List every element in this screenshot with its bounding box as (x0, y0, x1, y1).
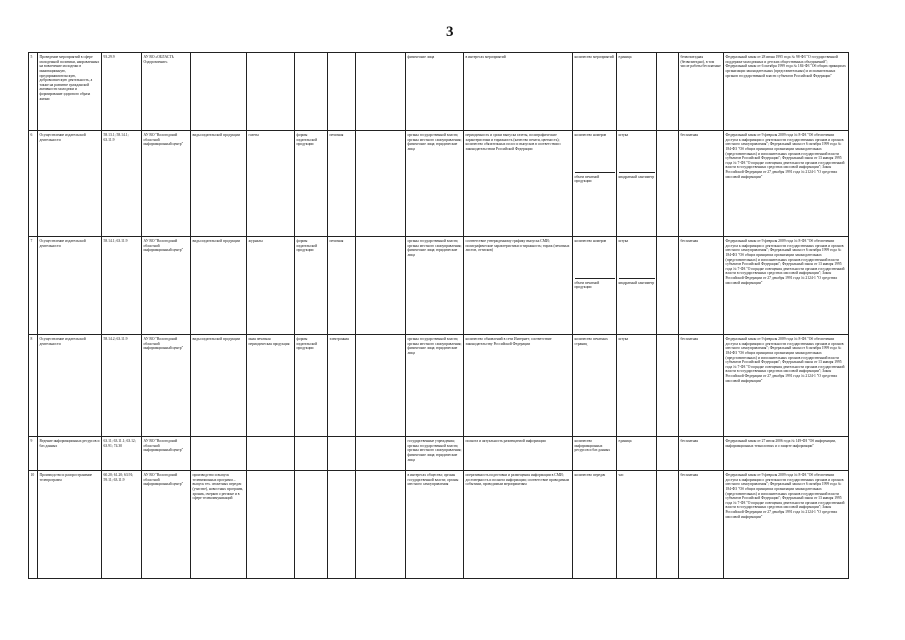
service-name-cell: Проведение мероприятий в сфере молодежной политики, направленных на вовлечение молодежи в инновационную, предпринимательскую, добровольческую деятельность, а также на развитие гражданской активности молодежи и формирование здорового образа жизни (38, 53, 102, 131)
execution-cell (328, 471, 356, 579)
consumer-category-cell: органы государственной власти; органы местного самоуправления; физические лица; юридические лица (406, 335, 464, 437)
payment-cell: бесплатная (679, 471, 724, 579)
table-row (29, 237, 849, 335)
service-name-cell: Осуществление издательской деятельности (38, 131, 102, 237)
unit-measure-cell (617, 131, 657, 237)
institution-cell: АУ ВО "Вологодский областной информационный центр" (142, 471, 191, 579)
conditions-cell (356, 437, 406, 471)
okved-codes-cell: 58.13.1; 58.14.1; 63.11.9 (102, 131, 142, 237)
provision-form-cell (295, 53, 328, 131)
provision-form-cell: формы издательской продукции (295, 237, 328, 335)
execution-cell (328, 437, 356, 471)
conditions-cell (356, 131, 406, 237)
execution-cell: электронная (328, 335, 356, 437)
unit-measure-cell: единица (617, 437, 657, 471)
content-type-cell (247, 53, 295, 131)
consumer-category-cell: государственные учреждения; органы государственной власти; органы местного самоуправления; физические лица; юридические лица (406, 437, 464, 471)
consumer-category-cell: органы государственной власти; органы местного самоуправления; физические лица; юридические лица (406, 237, 464, 335)
unit-measure-cell: час (617, 471, 657, 579)
unit-measure-cell-secondary: квадратный сантиметр (619, 278, 655, 286)
row-number-cell: 6 (29, 131, 38, 237)
content-type-cell: иная печатная периодическая продукция (247, 335, 295, 437)
service-name-cell: Осуществление издательской деятельности (38, 335, 102, 437)
content-kind-cell: виды издательской продукции (191, 131, 247, 237)
table-row (29, 471, 849, 579)
table-row (29, 53, 849, 131)
table-body (29, 53, 849, 579)
okved-codes-cell: 60.20; 61.20; 63.91; 59.11; 63.11.9 (102, 471, 142, 579)
quality-indicators-cell: периодичность и сроки выпуска газеты, полиграфические характеристики и тиражность (качество печати, цветность); количество обязательных полос и выпусков в соответствии с законодательством Российской Федерации (464, 131, 573, 237)
conditions-cell (356, 335, 406, 437)
quality-indicators-cell: соответствие утвержденному графику выпуска СМИ; полиграфические характеристики и тиражность; тираж (печатных листов, оттисков) (464, 237, 573, 335)
content-type-cell (247, 437, 295, 471)
content-kind-cell: производство и выпуск телевизионных программ – выпуск тех. сюжетных передач (участие), новостных программ, хроник, очерков о регионе и в сфере телекоммуникаций (191, 471, 247, 579)
legal-basis-cell: Федеральный закон от 9 февраля 2009 года № 8-ФЗ "Об обеспечении доступа к информации о деятельности государственных органов и органов местного самоуправления"; Федеральный закон от 6 октября 1999 года № 184-ФЗ "Об общих принципах организации законодательных (представительных) и исполнительных органов государственной власти субъектов Российской Федерации"; Федеральный закон от 13 января 1995 года № 7-ФЗ "О порядке освещения деятельности органов государственной власти в государственных средствах массовой информации"; Закон Российской Федерации от 27 декабря 1991 года № 2124-1 "О средствах массовой информации" (724, 237, 849, 335)
volume-indicator-cell-primary: количество номеров (574, 239, 607, 243)
table-row (29, 335, 849, 437)
volume-indicator-cell-secondary: объем печатной продукции (575, 278, 615, 290)
table-row (29, 131, 849, 237)
consumer-category-cell: физические лица (406, 53, 464, 131)
content-kind-cell: виды издательской продукции (191, 237, 247, 335)
volume-indicator-cell: количество мероприятий (573, 53, 617, 131)
conditions-cell (356, 237, 406, 335)
legal-basis-cell: Федеральный закон от 27 июля 2006 года № 149-ФЗ "Об информации, информационных технологиях и о защите информации" (724, 437, 849, 471)
extra-cell (657, 437, 679, 471)
consumer-category-cell: в интересах общества; органы государственной власти; органы местного самоуправления (406, 471, 464, 579)
unit-measure-cell (617, 237, 657, 335)
content-kind-cell (191, 437, 247, 471)
extra-cell (657, 335, 679, 437)
provision-form-cell (295, 437, 328, 471)
quality-indicators-cell: полнота и актуальность размещаемой информации (464, 437, 573, 471)
row-number-cell: 8 (29, 335, 38, 437)
institution-cell: АУ ВО "Вологодский областной информационный центр" (142, 131, 191, 237)
payment-cell: бесплатная (679, 131, 724, 237)
conditions-cell (356, 471, 406, 579)
volume-indicator-cell (573, 237, 617, 335)
execution-cell: печатная (328, 131, 356, 237)
execution-cell: печатная (328, 237, 356, 335)
legal-basis-cell: Федеральный закон от 9 февраля 2009 года № 8-ФЗ "Об обеспечении доступа к информации о деятельности государственных органов и органов местного самоуправления"; Федеральный закон от 6 октября 1999 года № 184-ФЗ "Об общих принципах организации законодательных (представительных) и исполнительных органов государственной власти субъектов Российской Федерации"; Федеральный закон от 13 января 1995 года № 7-ФЗ "О порядке освещения деятельности органов государственной власти в государственных средствах массовой информации"; Закон Российской Федерации от 27 декабря 1991 года № 2124-1 "О средствах массовой информации" (724, 131, 849, 237)
unit-measure-cell-primary: штука (618, 133, 629, 137)
unit-measure-cell-primary: штука (618, 239, 629, 243)
quality-indicators-cell: оперативность подготовки и размещения информации в СМИ; достоверность и полнота информации; соответствие проводимым событиям, проводимым мероприятиям (464, 471, 573, 579)
payment-cell: бесплатная (679, 335, 724, 437)
legal-basis-cell: Федеральный закон от 9 февраля 2009 года № 8-ФЗ "Об обеспечении доступа к информации о деятельности государственных органов и органов местного самоуправления"; Федеральный закон от 6 октября 1999 года № 184-ФЗ "Об общих принципах организации законодательных (представительных) и исполнительных органов государственной власти субъектов Российской Федерации"; Федеральный закон от 13 января 1995 года № 7-ФЗ "О порядке освещения деятельности органов государственной власти в государственных средствах массовой информации"; Закон Российской Федерации от 27 декабря 1991 года № 2124-1 "О средствах массовой информации" (724, 335, 849, 437)
volume-indicator-cell: количество передач (573, 471, 617, 579)
okved-codes-cell: 93.29.9 (102, 53, 142, 131)
services-register-table (28, 52, 849, 579)
okved-codes-cell: 58.14.1; 63.11.9 (102, 237, 142, 335)
table-row (29, 437, 849, 471)
volume-indicator-cell: количество информационных ресурсов и баз данных (573, 437, 617, 471)
extra-cell (657, 131, 679, 237)
service-name-cell: Ведение информационных ресурсов и баз данных (38, 437, 102, 471)
provision-form-cell: формы издательской продукции (295, 335, 328, 437)
content-kind-cell: виды издательской продукции (191, 335, 247, 437)
legal-basis-cell: Федеральный закон от 9 февраля 2009 года № 8-ФЗ "Об обеспечении доступа к информации о деятельности государственных органов и органов местного самоуправления"; Федеральный закон от 6 октября 1999 года № 184-ФЗ "Об общих принципах организации законодательных (представительных) и исполнительных органов государственной власти субъектов Российской Федерации"; Федеральный закон от 13 января 1995 года № 7-ФЗ "О порядке освещения деятельности органов государственной власти в государственных средствах массовой информации"; Закон Российской Федерации от 27 декабря 1991 года № 2124-1 "О средствах массовой информации" (724, 471, 849, 579)
extra-cell (657, 53, 679, 131)
institution-cell: АУ ВО "Вологодский областной информационный центр" (142, 437, 191, 471)
row-number-cell: 7 (29, 237, 38, 335)
volume-indicator-cell (573, 131, 617, 237)
page-number: 3 (446, 24, 454, 40)
conditions-cell (356, 53, 406, 131)
unit-measure-cell-secondary: квадратный сантиметр (619, 172, 655, 180)
volume-indicator-cell: количество печатных страниц (573, 335, 617, 437)
content-kind-cell (191, 53, 247, 131)
payment-cell: бесплатная (679, 437, 724, 471)
volume-indicator-cell-primary: количество номеров (574, 133, 607, 137)
content-type-cell: газеты (247, 131, 295, 237)
provision-form-cell: формы издательской продукции (295, 131, 328, 237)
content-type-cell: журналы (247, 237, 295, 335)
extra-cell (657, 471, 679, 579)
provision-form-cell (295, 471, 328, 579)
unit-measure-cell: единица (617, 53, 657, 131)
payment-cell: безвозмездная (безвозмездно), в том числе работы бесплатные (679, 53, 724, 131)
extra-cell (657, 237, 679, 335)
row-number-cell: 5 (29, 53, 38, 131)
legal-basis-cell: Федеральный закон от 28 июня 1995 года № 98-ФЗ "О государственной поддержке молодежных и детских общественных объединений"; Федеральный закон от 6 октября 1999 года № 184-ФЗ "Об общих принципах организации законодательных (представительных) и исполнительных органов государственной власти субъектов Российской Федерации" (724, 53, 849, 131)
institution-cell: АУ ВО "Вологодский областной информационный центр" (142, 237, 191, 335)
row-number-cell: 10 (29, 471, 38, 579)
institution-cell: АУ ВО «ОБЛАСТЬ Оздоровление» (142, 53, 191, 131)
service-name-cell: Производство и распространение телепрограмм (38, 471, 102, 579)
row-number-cell: 9 (29, 437, 38, 471)
okved-codes-cell: 63.11; 63.11.1; 63.12; 63.91; 74.30 (102, 437, 142, 471)
institution-cell: АУ ВО "Вологодский областной информационный центр" (142, 335, 191, 437)
quality-indicators-cell: в интересах мероприятий (464, 53, 573, 131)
execution-cell (328, 53, 356, 131)
consumer-category-cell: органы государственной власти; органы местного самоуправления; физические лица; юридические лица (406, 131, 464, 237)
content-type-cell (247, 471, 295, 579)
quality-indicators-cell: количество обновлений в сети Интернет; соответствие законодательству Российской Федерации (464, 335, 573, 437)
okved-codes-cell: 58.14.2; 63.11.9 (102, 335, 142, 437)
unit-measure-cell: штука (617, 335, 657, 437)
volume-indicator-cell-secondary: объем печатной продукции (575, 172, 615, 184)
payment-cell: бесплатная (679, 237, 724, 335)
service-name-cell: Осуществление издательской деятельности (38, 237, 102, 335)
